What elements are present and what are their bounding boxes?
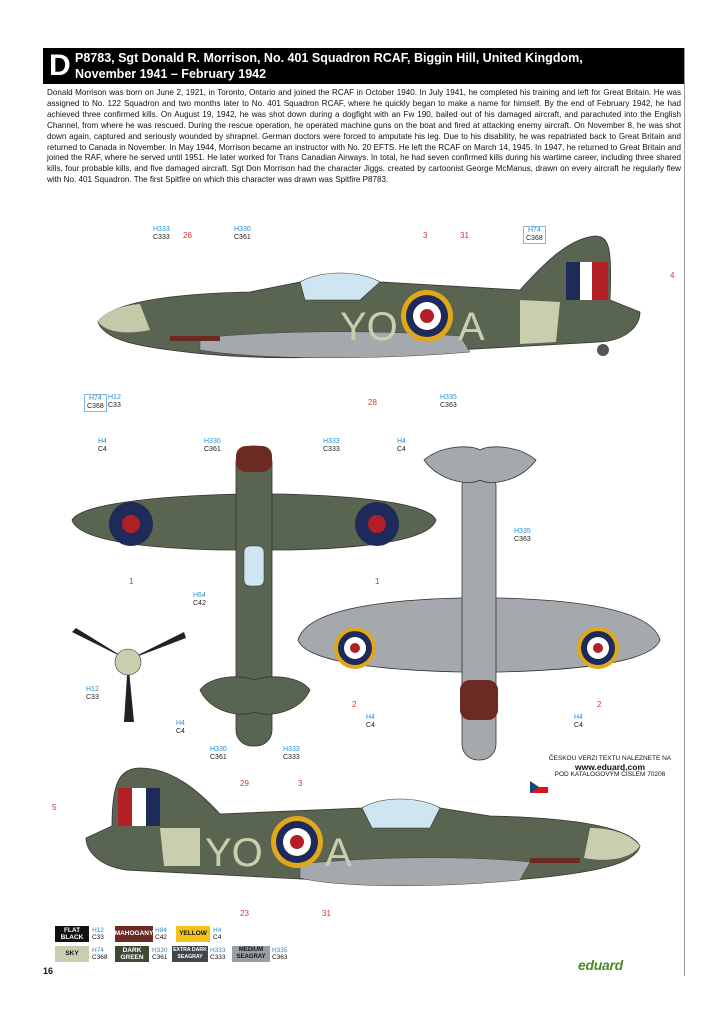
num-side1-0: 26 xyxy=(183,231,192,240)
czech-flag-icon xyxy=(530,781,548,793)
czech-version-note: ČESKOU VERZI TEXTU NALEZNETE NA www.eduard.com POD KATALOGOVÝM ČÍSLEM 70206 xyxy=(540,755,680,779)
callout-top-5: H64 C42 xyxy=(193,592,206,607)
callout-top-7: H333 C333 xyxy=(283,746,300,761)
callout-top-4: H4 C4 xyxy=(397,438,406,453)
legend-extra-dark-seagray: EXTRA DARK SEAGRAY H333 C333 xyxy=(173,946,226,961)
callout-top-2: H330 C361 xyxy=(204,438,221,453)
num-side1-3: 4 xyxy=(670,271,675,280)
eduard-url[interactable]: www.eduard.com xyxy=(574,762,646,772)
eduard-logo: eduard xyxy=(578,957,623,973)
callout-under-1: H335 C363 xyxy=(514,528,531,543)
underside-view xyxy=(298,447,660,760)
profile-letter: D xyxy=(49,49,71,82)
legend-medium-seagray: MEDIUM SEAGRAY H335 C363 xyxy=(232,946,292,962)
side-view-left xyxy=(98,236,640,358)
callout-top-1: H4 C4 xyxy=(98,438,107,453)
side1-code-yo: YO xyxy=(340,305,398,349)
side2-code-yo: YO xyxy=(205,831,263,875)
legend-mahogany: MAHOGANY H84 C42 xyxy=(114,927,167,941)
num-top-0: 1 xyxy=(129,577,134,586)
pilot-biography: Donald Morrison was born on June 2, 1921, in Toronto, Ontario and joined the RCAF in October 1940. In July 1941, he completed his training and left for Great Britain. He was assigned to No. 122 Squadron and two months later to No. 401 Squadron RCAF, where he quickly began to make a name for himself. By the end of February 1942, he had achieved three confirmed kills. On August 19, 1942, he was shot down during a dogfight with an Fw 190, bailed out of his damaged aircraft, and parachuted into the English Channel, from where he was rescued. During the rescue operation, he operated machine guns on the boat and fired at attacking enemy aircraft. On November 8, he was shot down again, captured and seriously wounded by shrapnel. German doctors were forced to amputate his leg. Due to his disability, he was repatriated back to Great Britain and returned to Canada in November. In May 1944, Morrison became an instructor with No. 20 EFTS. He left the RCAF on March 14, 1945. In 1947, he returned to Great Britain and joined the RAF, where he served until 1951. He later worked for Trans Canadian Airways. In total, he had seven confirmed kills during his wartime career, including three shared kills, four probable kills, and five damaged aircraft. Sgt Don Morrison had the character Jiggs, created by cartoonist George McManus, drawn on every aircraft he regularly flew with No. 401 Squadron. The first Spitfire on which this character was drawn was Spitfire P8783. xyxy=(47,88,681,185)
page-number: 16 xyxy=(43,966,54,976)
num-side1-2: 31 xyxy=(460,231,469,240)
profile-title-line1: P8783, Sgt Donald R. Morrison, No. 401 Squadron RCAF, Biggin Hill, United Kingdom, xyxy=(75,51,583,65)
callout-side1-top-1: H333 C333 xyxy=(153,226,170,241)
num-side2-2: 3 xyxy=(298,779,303,788)
side2-code-a: A xyxy=(325,831,352,875)
num-side2-3: 23 xyxy=(240,909,249,918)
callout-side1-bottom-1: H74 C368 xyxy=(84,394,107,412)
num-side1-4: 28 xyxy=(368,398,377,407)
num-side2-0: 5 xyxy=(52,803,57,812)
callout-top-6: H330 C361 xyxy=(210,746,227,761)
callout-top-3: H333 C333 xyxy=(323,438,340,453)
num-side2-1: 29 xyxy=(240,779,249,788)
callout-prop-1: H12 C33 xyxy=(86,686,99,701)
callout-side1-top-2: H330 C361 xyxy=(234,226,251,241)
num-side2-4: 31 xyxy=(322,909,331,918)
num-under-1: 2 xyxy=(597,700,602,709)
legend-sky: SKY H74 C368 xyxy=(55,946,115,962)
legend-yellow: YELLOW H4 C4 xyxy=(176,926,236,942)
propeller-view xyxy=(72,628,186,722)
legend-dark-green: DARK GREEN H330 C361 xyxy=(115,946,175,962)
side-view-right xyxy=(86,768,640,886)
num-top-1: 1 xyxy=(375,577,380,586)
legend-flat-black: FLAT BLACK H12 C33 xyxy=(55,926,115,942)
callout-side1-top-3: H74 C368 xyxy=(523,226,546,244)
profile-title-line2: November 1941 – February 1942 xyxy=(75,67,267,81)
side1-code-a: A xyxy=(458,305,485,349)
callout-under-3: H4 C4 xyxy=(574,714,583,729)
callout-prop-2: H4 C4 xyxy=(176,720,185,735)
num-under-0: 2 xyxy=(352,700,357,709)
callout-side1-bottom-3: H335 C363 xyxy=(440,394,457,409)
callout-under-2: H4 C4 xyxy=(366,714,375,729)
callout-side1-bottom-2: H12 C33 xyxy=(108,394,121,409)
num-side1-1: 3 xyxy=(423,231,428,240)
